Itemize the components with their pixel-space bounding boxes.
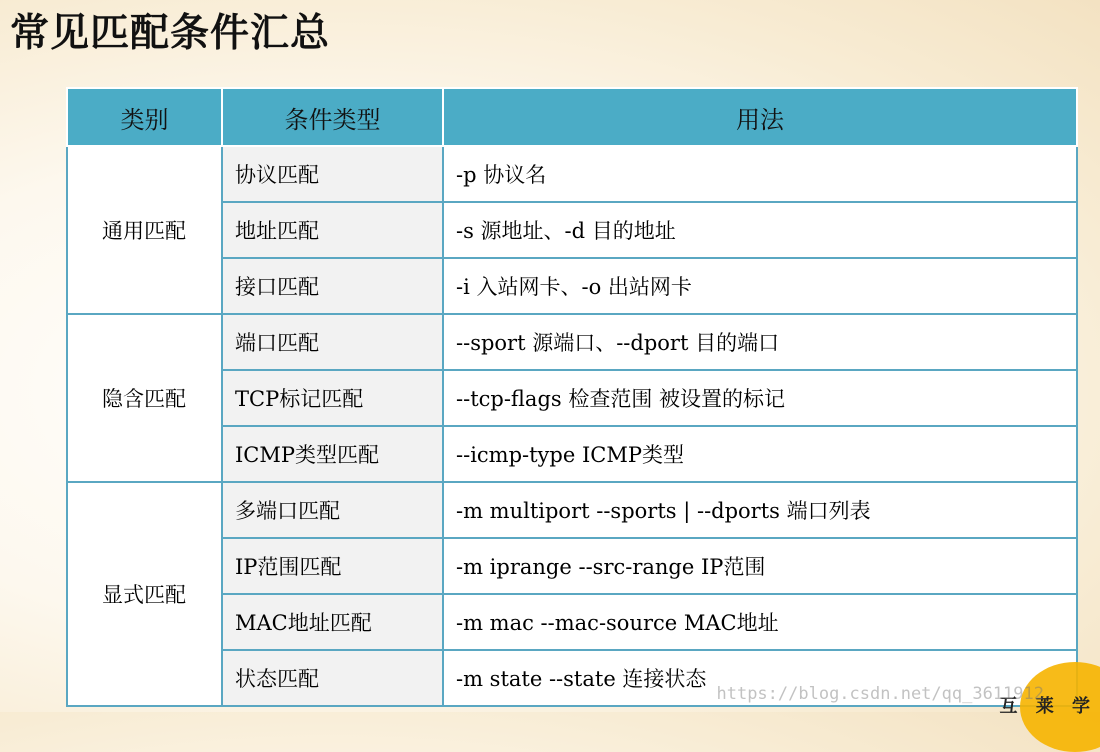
header-category: 类别 — [67, 88, 222, 146]
watermark: https://blog.csdn.net/qq_3611912 — [716, 684, 1044, 704]
usage-cell: --icmp-type ICMP类型 — [443, 426, 1077, 482]
condition-type-cell: 接口匹配 — [222, 258, 443, 314]
condition-type-cell: TCP标记匹配 — [222, 370, 443, 426]
condition-type-cell: IP范围匹配 — [222, 538, 443, 594]
header-condition-type: 条件类型 — [222, 88, 443, 146]
category-cell: 隐含匹配 — [67, 314, 222, 482]
usage-cell: -m state --state 连接状态 — [443, 650, 1077, 706]
match-conditions-table — [66, 87, 1078, 707]
category-cell: 通用匹配 — [67, 146, 222, 314]
category-cell: 显式匹配 — [67, 482, 222, 706]
usage-cell: -m multiport --sports | --dports 端口列表 — [443, 482, 1077, 538]
condition-type-cell: MAC地址匹配 — [222, 594, 443, 650]
condition-type-cell: 状态匹配 — [222, 650, 443, 706]
condition-type-cell: 协议匹配 — [222, 146, 443, 202]
usage-cell: -m mac --mac-source MAC地址 — [443, 594, 1077, 650]
table-row — [67, 146, 1077, 202]
condition-type-cell: 多端口匹配 — [222, 482, 443, 538]
usage-cell: --tcp-flags 检查范围 被设置的标记 — [443, 370, 1077, 426]
page-title: 常见匹配条件汇总 — [10, 11, 331, 56]
usage-cell: -i 入站网卡、-o 出站网卡 — [443, 258, 1077, 314]
usage-cell: -s 源地址、-d 目的地址 — [443, 202, 1077, 258]
condition-type-cell: 地址匹配 — [222, 202, 443, 258]
usage-cell: -p 协议名 — [443, 146, 1077, 202]
condition-type-cell: 端口匹配 — [222, 314, 443, 370]
footer-partial-text: 互 莱 学 — [999, 696, 1096, 717]
table-row — [67, 314, 1077, 370]
table-row — [67, 482, 1077, 538]
header-usage: 用法 — [443, 88, 1077, 146]
usage-cell: --sport 源端口、--dport 目的端口 — [443, 314, 1077, 370]
usage-cell: -m iprange --src-range IP范围 — [443, 538, 1077, 594]
table-header-row — [67, 88, 1077, 146]
condition-type-cell: ICMP类型匹配 — [222, 426, 443, 482]
